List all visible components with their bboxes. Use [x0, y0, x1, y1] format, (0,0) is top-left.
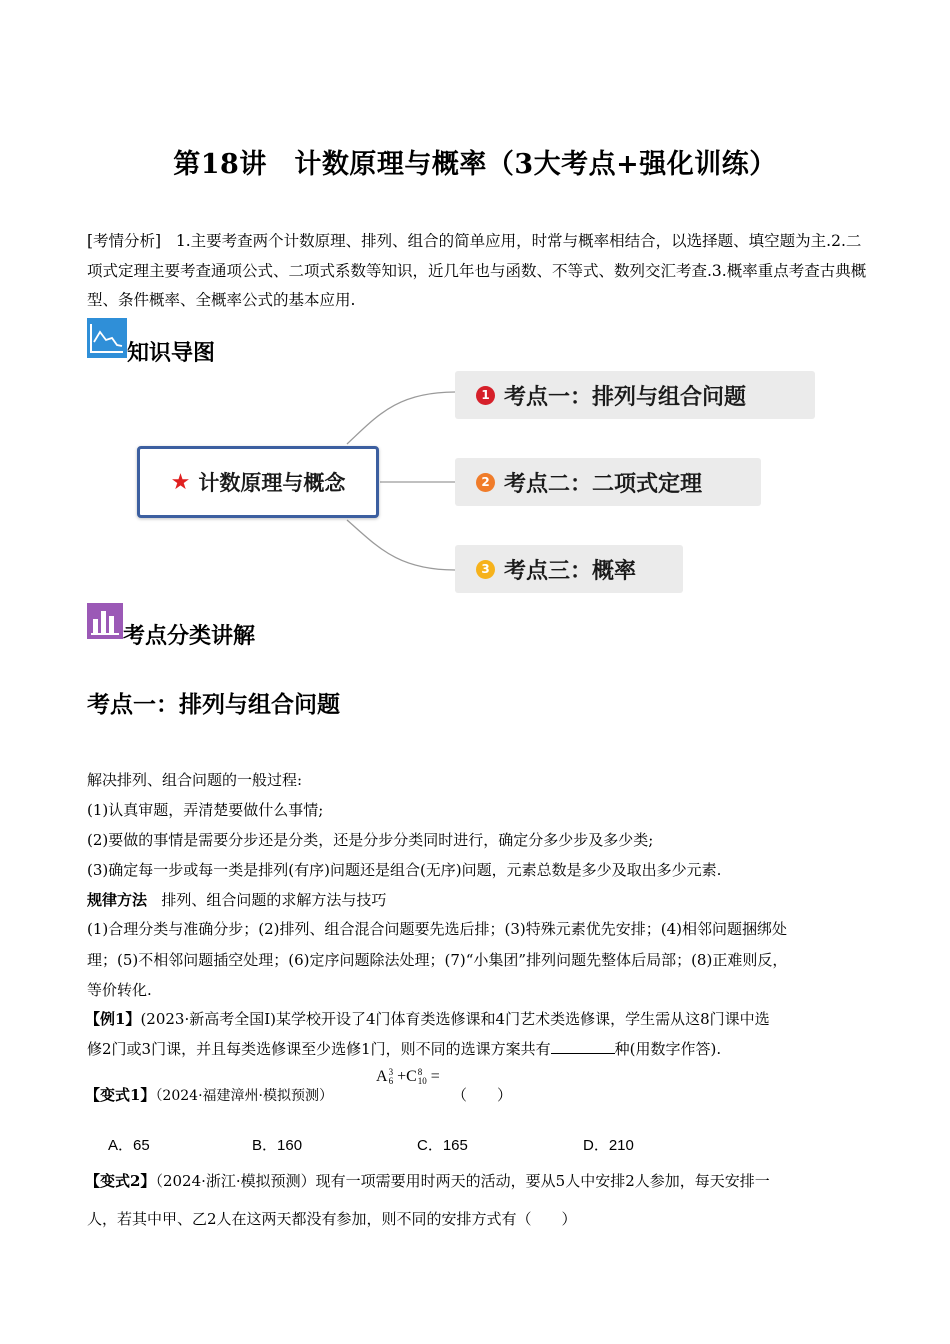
formula-c: C — [406, 1068, 417, 1085]
method-line-1: (1)合理分类与准确分步；(2)排列、组合混合问题要先选后排；(3)特殊元素优先安排；(4)相邻问题捆绑处 — [87, 920, 787, 938]
variant1-source: （2024·福建漳州·模拟预测） — [155, 1088, 333, 1104]
formula-eq: = — [430, 1068, 440, 1085]
variant2-line-1 — [85, 1166, 875, 1196]
number-badge-icon: 1 — [476, 386, 495, 405]
number-badge-icon: 3 — [476, 560, 495, 579]
option-b: B．160 — [252, 1137, 303, 1154]
branch-label: 考点二：二项式定理 — [504, 471, 703, 497]
option-a: A．65 — [108, 1137, 150, 1154]
example1-line-1 — [85, 1004, 875, 1034]
center-node-label: 计数原理与概念 — [198, 471, 346, 495]
formula-plus: + — [397, 1068, 407, 1085]
bar-chart-icon — [87, 603, 123, 639]
example1-label: 【例1】 — [85, 1010, 141, 1028]
number-badge-icon: 2 — [476, 473, 495, 492]
classification-heading: 考点分类讲解 — [123, 624, 256, 649]
branch-node-2 — [455, 458, 761, 506]
process-line-2: (1)认真审题，弄清楚要做什么事情; — [87, 801, 324, 819]
example1-line-2 — [87, 1034, 877, 1064]
exam-analysis — [87, 227, 871, 316]
mind-map — [137, 366, 827, 602]
example1-text-1: (2023·新高考全国Ⅰ)某学校开设了4门体育类选修课和4门艺术类选修课，学生需从这8门课中选 — [140, 1010, 770, 1028]
branch-node-3 — [455, 545, 683, 593]
line-chart-icon — [87, 318, 127, 358]
method-line-2: 理；(5)不相邻问题插空处理；(6)定序问题除法处理；(7)“小集团”排列问题先整体后局部；(8)正难则反， — [87, 951, 788, 969]
variant2-text-1: （2024·浙江·模拟预测）现有一项需要用时两天的活动，要从5人中安排2人参加，每天安排一 — [155, 1172, 770, 1190]
method-label: 规律方法 — [87, 891, 148, 909]
formula-a-sup: 3 — [388, 1067, 394, 1078]
formula-a-sub: 6 — [388, 1076, 394, 1087]
section1-heading: 考点一：排列与组合问题 — [87, 692, 340, 718]
formula-a: A — [376, 1068, 388, 1085]
analysis-label: [考情分析] — [87, 232, 162, 250]
variant2-label: 【变式2】 — [85, 1172, 156, 1190]
branch-node-1 — [455, 371, 815, 419]
variant1-label: 【变式1】 — [85, 1086, 156, 1104]
variant1-paren: （ ） — [452, 1086, 513, 1104]
example1-text-3: 种(用数字作答). — [614, 1040, 722, 1058]
page-title: 第18讲 计数原理与概率（3大考点+强化训练） — [173, 149, 777, 180]
process-line-4: (3)确定每一步或每一类是排列(有序)问题还是组合(无序)问题，元素总数是多少及取出多少元素. — [87, 861, 722, 879]
process-line-3: (2)要做的事情是需要分步还是分类，还是分步分类同时进行，确定分多少步及多少类; — [87, 831, 654, 849]
method-title: 排列、组合问题的求解方法与技巧 — [161, 891, 387, 909]
branch-label: 考点三：概率 — [504, 558, 637, 584]
variant1-line — [85, 1084, 333, 1105]
knowledge-map-heading: 知识导图 — [127, 341, 216, 366]
example1-text-2: 修2门或3门课，并且每类选修课至少选修1门，则不同的选课方案共有 — [87, 1040, 551, 1058]
method-line-3: 等价转化. — [87, 981, 152, 999]
star-icon: ★ — [170, 469, 191, 495]
method-title-line — [87, 885, 877, 915]
option-c: C．165 — [417, 1137, 468, 1154]
option-d: D．210 — [583, 1137, 634, 1154]
branch-label: 考点一：排列与组合问题 — [504, 384, 747, 410]
process-line-1: 解决排列、组合问题的一般过程: — [87, 771, 303, 789]
formula-c-sub: 10 — [417, 1076, 427, 1087]
variant2-line-2: 人，若其中甲、乙2人在这两天都没有参加，则不同的安排方式有（ ） — [87, 1210, 577, 1228]
answer-blank — [551, 1039, 615, 1054]
analysis-text: 1.主要考查两个计数原理、排列、组合的简单应用，时常与概率相结合，以选择题、填空题为主.2.二项式定理主要考查通项公式、二项式系数等知识，近几年也与函数、不等式、数列交汇考查.3.概率重点考查古典概型、条件概率、全概率公式的基本应用. — [87, 232, 867, 309]
mind-map-center-node — [137, 446, 379, 518]
variant1-formula — [376, 1068, 440, 1086]
formula-c-sup: 8 — [417, 1067, 423, 1078]
